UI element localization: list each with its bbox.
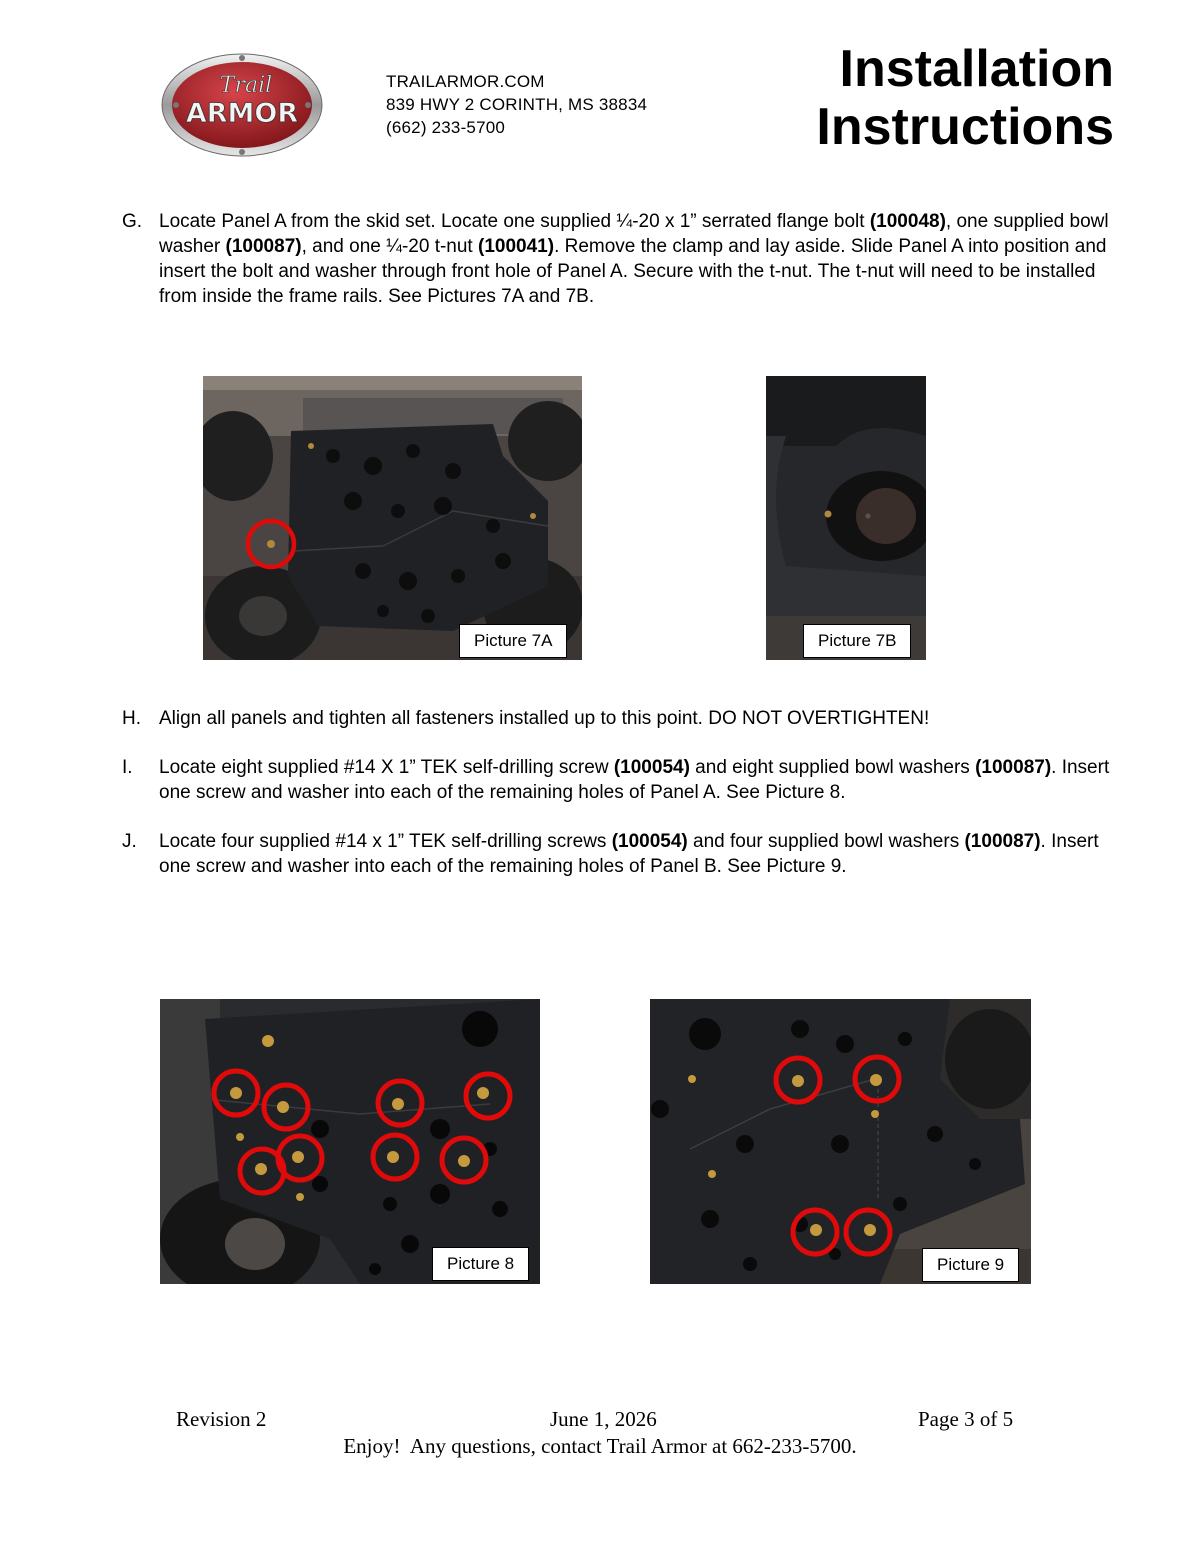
part-number: (100048) (869, 211, 946, 232)
photo-caption: Picture 7A (459, 624, 567, 658)
step-text: Locate eight supplied #14 X 1” TEK self-drilling screw (100054) and eight supplied bowl washers (100087). Insert one screw and washer into each of the remaining holes of Panel A. See Picture 8. (159, 757, 1110, 803)
part-number: (100087) (225, 236, 302, 257)
step-letter: G. (122, 211, 143, 232)
step-letter: I. (122, 757, 133, 778)
title-line-2: Instructions (816, 98, 1114, 156)
company-phone: (662) 233-5700 (386, 118, 506, 137)
logo-word-trail: Trail (219, 73, 273, 98)
company-contact (386, 70, 647, 139)
step-letter: J. (122, 831, 137, 852)
step-text: Align all panels and tighten all fasteners installed up to this point. DO NOT OVERTIGHTEN! (159, 708, 930, 729)
photo-caption: Picture 8 (432, 1247, 529, 1281)
step-h (122, 706, 1122, 731)
company-address: 839 HWY 2 CORINTH, MS 38834 (386, 95, 648, 114)
step-g (122, 209, 1122, 309)
photo-7a (203, 376, 582, 660)
part-number: (100054) (613, 757, 690, 778)
part-number: (100087) (975, 757, 1052, 778)
footer-date: June 1, 2026 (550, 1407, 657, 1431)
step-text: Locate four supplied #14 x 1” TEK self-drilling screws (100054) and four supplied bowl washers (100087). Insert one screw and washer into each of the remaining holes of Panel B. See Picture 9. (159, 831, 1099, 877)
footer-revision: Revision 2 (176, 1407, 267, 1431)
step-i (122, 755, 1122, 805)
logo-word-armor: ARMOR (185, 98, 299, 129)
step-letter: H. (122, 708, 141, 729)
part-number: (100054) (611, 831, 688, 852)
step-j (122, 829, 1122, 879)
company-website: TRAILARMOR.COM (386, 72, 545, 91)
trail-armor-logo (160, 52, 325, 158)
footer-page-number: Page 3 of 5 (918, 1407, 1014, 1431)
page-title (816, 40, 1114, 156)
part-number: (100087) (964, 831, 1041, 852)
title-line-1: Installation (839, 40, 1114, 98)
photo-8 (160, 999, 540, 1284)
photo-9 (650, 999, 1031, 1284)
photo-caption: Picture 9 (922, 1248, 1019, 1282)
part-number: (100041) (478, 236, 555, 257)
photo-7b (766, 376, 926, 660)
photo-caption: Picture 7B (803, 624, 911, 658)
footer-contact: Enjoy! Any questions, contact Trail Armor at 662-233-5700. (343, 1434, 857, 1458)
step-text: Locate Panel A from the skid set. Locate one supplied ¼-20 x 1” serrated flange bolt (100048), one supplied bowl washer (100087), and one ¼-20 t-nut (100041). Remove the clamp and lay aside. Slide Panel A into position and insert the bolt and washer through front hole of Panel A. Secure with the t-nut. The t-nut will need to be installed from inside the frame rails. See Pictures 7A and 7B. (159, 211, 1109, 307)
